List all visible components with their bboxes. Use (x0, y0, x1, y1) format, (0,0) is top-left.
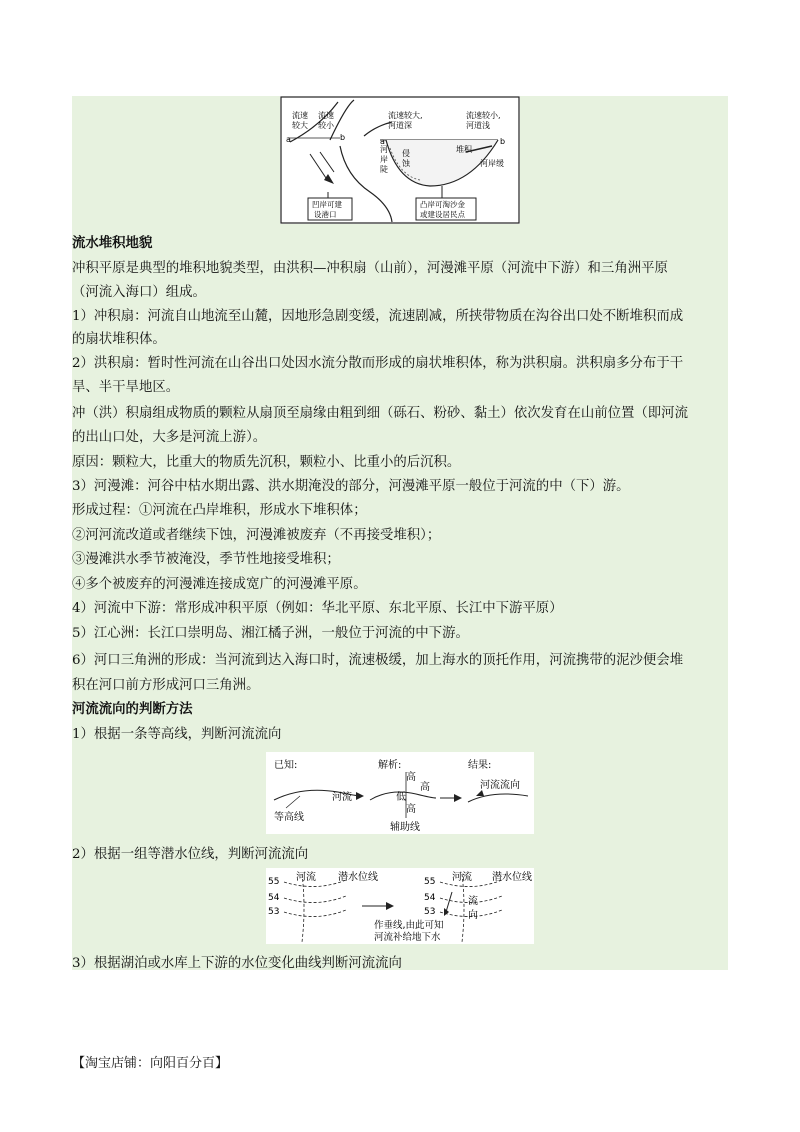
paragraph-line: 形成过程：①河流在凸岸堆积，形成水下堆积体； (72, 503, 367, 518)
diagram-label: 53 (424, 907, 436, 917)
diagram-label: 结果: (468, 760, 492, 771)
paragraph-line: ③漫滩洪水季节被淹没，季节性地接受堆积； (72, 552, 340, 567)
diagram-label: 河流 (452, 872, 472, 883)
paragraph-line: ④多个被废弃的河漫滩连接成宽广的河漫滩平原。 (72, 577, 367, 592)
paragraph-line: （河流入海口）组成。 (72, 285, 206, 300)
diagram-label: 54 (268, 893, 280, 903)
heading-depositional-landforms: 流水堆积地貌 (72, 236, 153, 251)
label-a-left: a (286, 135, 291, 144)
diagram-label: 高 (406, 772, 416, 783)
diagram-label: a (380, 137, 385, 146)
diagram-label: 河岸缓 (480, 159, 504, 168)
diagram-label: 53 (268, 907, 280, 917)
paragraph-line: 4）河流中下游：常形成冲积平原（例如：华北平原、东北平原、长江中下游平原） (72, 601, 563, 616)
diagram-label: 作垂线,由此可知 (374, 920, 444, 931)
diagram-label: 54 (424, 893, 436, 903)
diagram-label: 凸岸可淘沙金 (420, 200, 465, 209)
paragraph-line: 1）冲积扇：河流自山地流至山麓，因地形急剧变缓，流速剧减，所挟带物质在沟谷出口处不断堆积而成 (72, 309, 684, 324)
diagram-label: 河道深 (388, 121, 412, 130)
paragraph-line: 3）河漫滩：河谷中枯水期出露、洪水期淹没的部分，河漫滩平原一般位于河流的中（下）游。 (72, 479, 630, 494)
diagram-label: 陡 (380, 165, 388, 174)
diagram-label: 河道浅 (466, 121, 490, 130)
paragraph-line: 6）河口三角洲的形成：当河流到达入海口时，流速极缓，加上海水的顶托作用，河流携带的泥沙便会堆 (72, 653, 684, 668)
diagram-label: 低 (396, 792, 406, 803)
paragraph-line: ②河河流改道或者继续下蚀，河漫滩被废弃（不再接受堆积）； (72, 528, 441, 543)
diagram-label: 河流补给地下水 (374, 932, 441, 943)
paragraph-line: 5）江心洲：长江口崇明岛、湘江橘子洲，一般位于河流的中下游。 (72, 626, 469, 641)
paragraph-line: 积在河口前方形成河口三角洲。 (72, 678, 260, 693)
diagram-label: 设港口 (314, 210, 337, 219)
diagram-label: 河流 (296, 872, 316, 883)
paragraph-line: 原因：颗粒大，比重大的物质先沉积，颗粒小、比重小的后沉积。 (72, 455, 461, 470)
paragraph-line: 的扇状堆积体。 (72, 332, 166, 347)
diagram-label: 高 (420, 782, 430, 793)
diagram-label: 流速较大, (388, 111, 423, 120)
watertable-flow-diagram (266, 868, 534, 944)
item-lake-method: 3）根据湖泊或水库上下游的水位变化曲线判断河流流向 (72, 956, 402, 971)
heading-flow-direction: 河流流向的判断方法 (72, 702, 193, 717)
label-b-left: b (340, 133, 346, 142)
diagram-label: 流速较小, (466, 111, 501, 120)
paragraph-line: 冲（洪）积扇组成物质的颗粒从扇顶至扇缘由粗到细（砾石、粉砂、黏土）依次发育在山前位置（即河流 (72, 406, 688, 421)
diagram-label: 流 (468, 896, 478, 907)
meander-diagram (280, 96, 520, 224)
diagram-label: 岸 (380, 155, 388, 164)
contour-flow-diagram (266, 752, 534, 834)
diagram-label: 向 (468, 910, 478, 921)
diagram-label: 等高线 (274, 812, 304, 823)
diagram-label: 河流流向 (480, 780, 520, 791)
diagram-label: 侵 (402, 149, 410, 158)
diagram-label: 较大 (292, 121, 308, 130)
item-contour-method: 1）根据一条等高线，判断河流流向 (72, 727, 282, 742)
paragraph-line: 2）洪积扇：暂时性河流在山谷出口处因水流分散而形成的扇状堆积体，称为洪积扇。洪积扇多分布于干 (72, 356, 684, 371)
diagram-label: 河流 (332, 792, 352, 803)
diagram-label: 55 (424, 877, 436, 887)
footer-shop-note: 【淘宝店铺：向阳百分百】 (72, 1056, 229, 1071)
diagram-label: b (500, 137, 506, 146)
diagram-label: 凹岸可建 (312, 200, 342, 209)
diagram-label: 辅助线 (390, 822, 420, 833)
diagram-label: 已知: (274, 760, 298, 771)
item-watertable-method: 2）根据一组等潜水位线，判断河流流向 (72, 847, 309, 862)
diagram-label: 蚀 (402, 159, 410, 168)
diagram-label: 较小 (318, 121, 334, 130)
paragraph-line: 冲积平原是典型的堆积地貌类型，由洪积—冲积扇（山前），河漫滩平原（河流中下游）和三角洲平原 (72, 261, 668, 276)
diagram-label: 潜水位线 (492, 872, 532, 883)
paragraph-line: 旱、半干旱地区。 (72, 380, 180, 395)
diagram-label: 流速 (318, 111, 334, 120)
diagram-label: 55 (268, 877, 280, 887)
paragraph-line: 的出山口处，大多是河流上游）。 (72, 430, 267, 445)
diagram-label: 堆积 (456, 145, 472, 154)
diagram-label: 高 (406, 804, 416, 815)
diagram-label: 潜水位线 (338, 872, 378, 883)
diagram-label: 或建设居民点 (420, 210, 465, 219)
diagram-label: 流速 (292, 111, 308, 120)
diagram-label: 解析: (378, 760, 402, 771)
diagram-label: 河 (380, 145, 388, 154)
